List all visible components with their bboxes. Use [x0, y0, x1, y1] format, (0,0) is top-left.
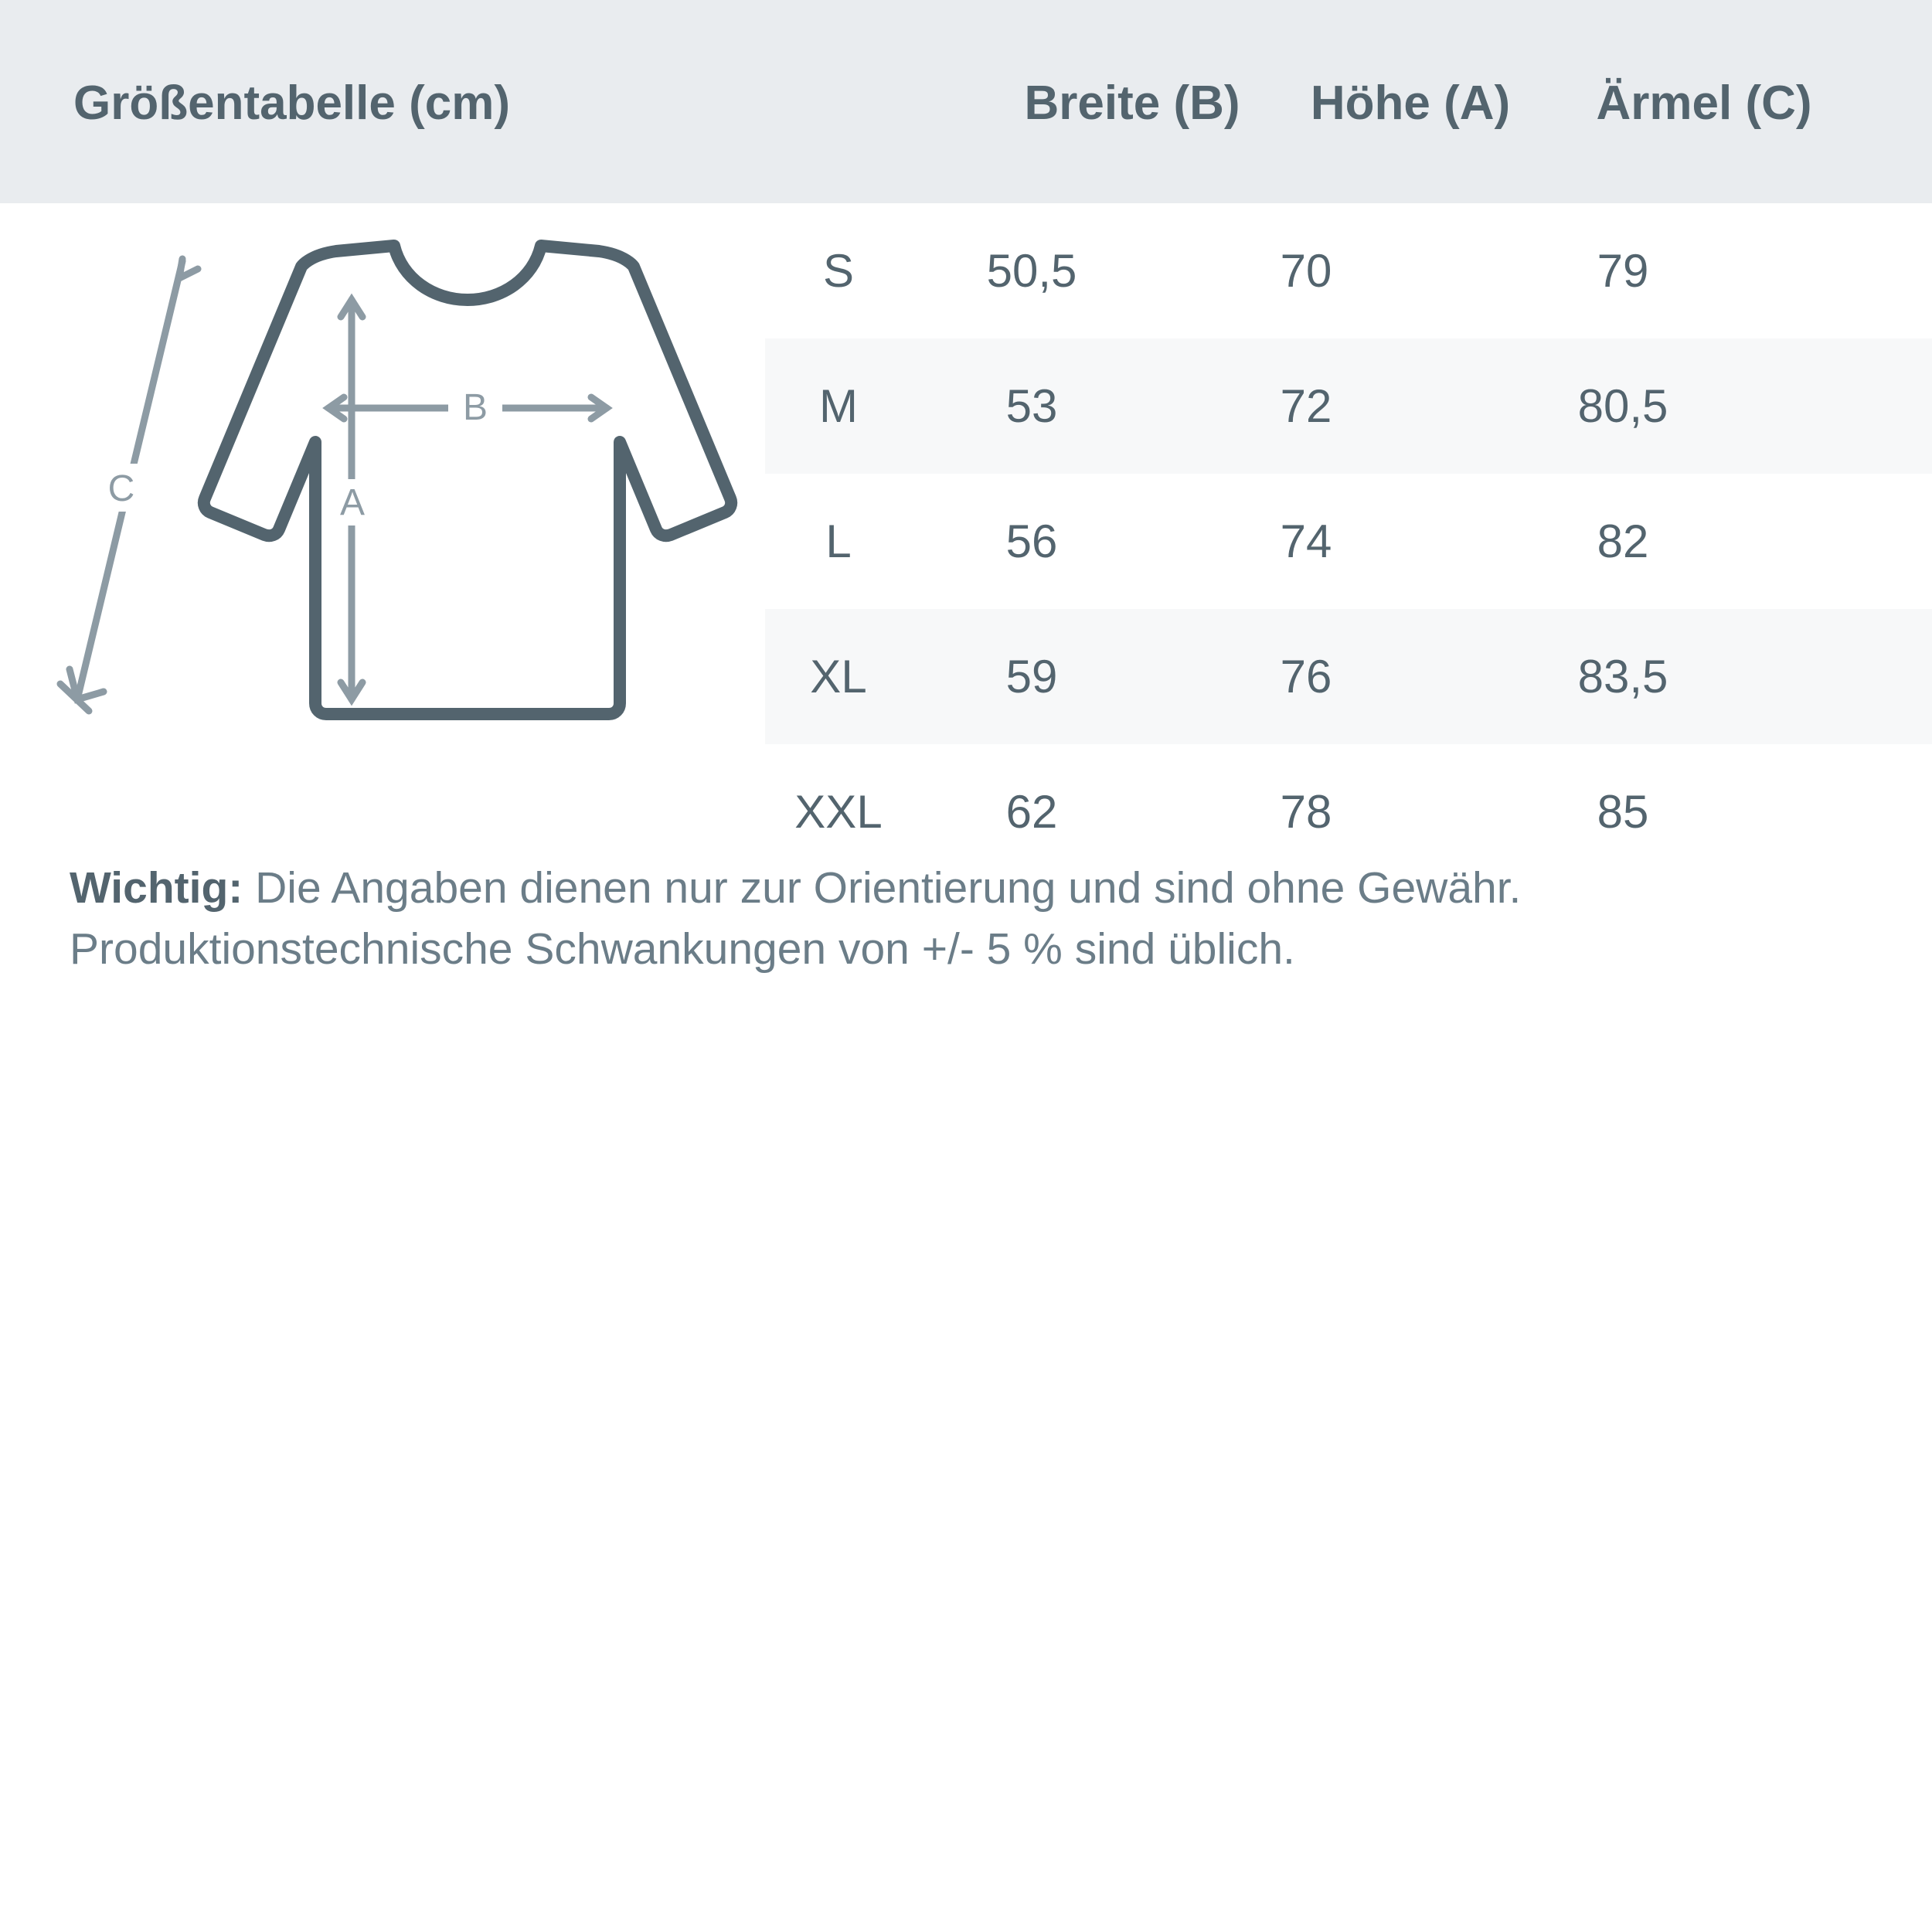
cell-width: 59 [1005, 651, 1058, 702]
cell-sleeve: 82 [1597, 515, 1649, 567]
garment-diagram [31, 232, 765, 804]
cell-height: 78 [1280, 786, 1332, 838]
disclaimer-text: Die Angaben dienen nur zur Orientierung und sind ohne Gewähr. Produktionstechnische Schwankungen von +/- 5 % sind üblich. [70, 863, 1522, 974]
cell-height: 70 [1280, 245, 1332, 297]
height-label: A [339, 482, 366, 523]
cell-height: 72 [1280, 380, 1332, 432]
cell-size: M [819, 380, 858, 432]
table-row [765, 203, 1932, 338]
table-row [765, 338, 1932, 474]
cell-sleeve: 85 [1597, 786, 1649, 838]
disclaimer-label: Wichtig: [70, 863, 243, 913]
column-header-height: Höhe (A) [1310, 77, 1511, 130]
disclaimer-note [70, 858, 1862, 979]
cell-size: S [822, 245, 855, 297]
size-table [765, 203, 1932, 879]
cell-size: L [825, 515, 852, 567]
sweater-outline-icon [204, 246, 731, 714]
cell-sleeve: 79 [1597, 245, 1649, 297]
column-headers [989, 76, 1862, 131]
column-header-width: Breite (B) [1024, 77, 1240, 130]
cell-width: 50,5 [986, 245, 1077, 297]
cell-height: 76 [1280, 651, 1332, 702]
cell-width: 56 [1005, 515, 1058, 567]
cell-sleeve: 83,5 [1577, 651, 1668, 702]
table-row [765, 609, 1932, 744]
cell-height: 74 [1280, 515, 1332, 567]
sleeve-label: C [107, 468, 135, 509]
width-label: B [462, 387, 488, 428]
table-row [765, 474, 1932, 609]
cell-size: XXL [794, 786, 883, 838]
column-header-sleeve: Ärmel (C) [1596, 77, 1812, 130]
cell-size: XL [810, 651, 867, 702]
page-title: Größentabelle (cm) [73, 77, 510, 130]
cell-width: 53 [1005, 380, 1058, 432]
cell-width: 62 [1005, 786, 1058, 838]
size-chart-header [0, 0, 1932, 203]
cell-sleeve: 80,5 [1577, 380, 1668, 432]
